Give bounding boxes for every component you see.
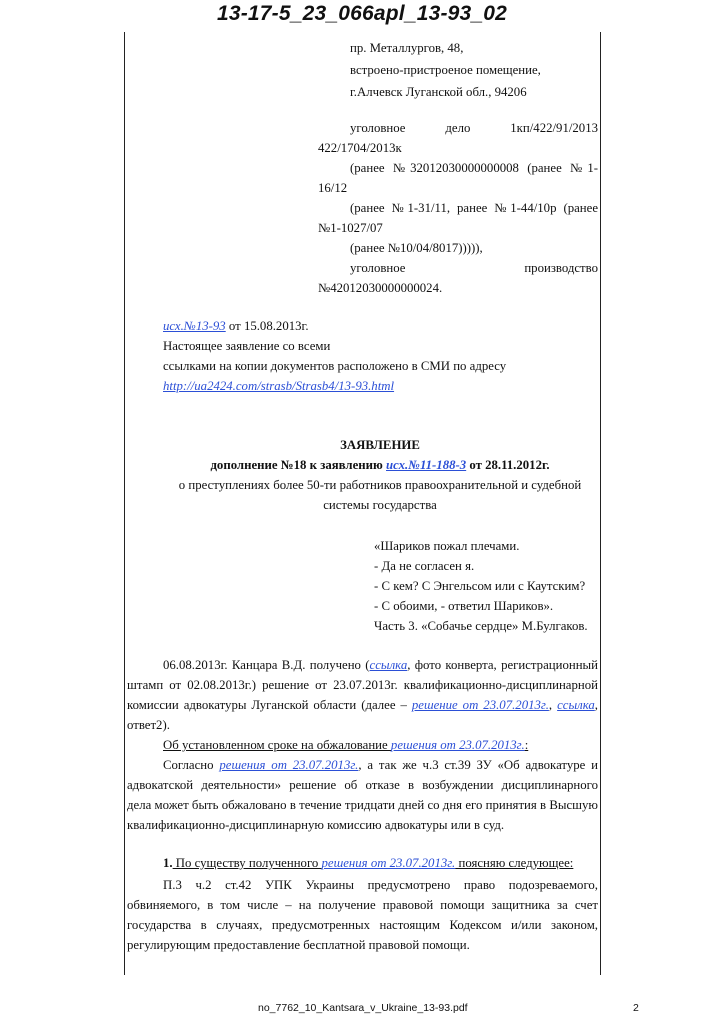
- statement-subtitle: дополнение №18 к заявлению исх.№11-188-3 от 28.11.2012г.: [210, 458, 550, 472]
- link-reference-2[interactable]: ссылка: [557, 698, 595, 712]
- paragraph-1-line-2: штамп от 02.08.2013г.) решение от 23.07.2013г. квалификационно-дисциплинарной: [127, 678, 598, 692]
- outgoing-date: от 15.08.2013г.: [225, 319, 309, 333]
- case-line-8: уголовное производство: [350, 261, 598, 275]
- paragraph-1-line-4: ответ2).: [127, 718, 170, 732]
- decision-link-4[interactable]: решения от 23.07.2013г.: [321, 856, 456, 870]
- statement-subject-line-1: о преступлениях более 50-ти работников правоохранительной и судебной: [178, 478, 582, 492]
- epigraph-line-1: «Шариков пожал плечами.: [374, 539, 520, 553]
- address-line-3: г.Алчевск Луганской обл., 94206: [350, 85, 527, 99]
- address-line-1: пр. Металлургов, 48,: [350, 41, 464, 55]
- right-margin-rule: [600, 32, 601, 975]
- decision-link-2[interactable]: решения от 23.07.2013г.: [390, 738, 525, 752]
- appeal-deadline-heading: Об установленном сроке на обжалование решения от 23.07.2013г.:: [163, 738, 529, 752]
- reference-line-2: Настоящее заявление со всеми: [163, 339, 331, 353]
- reference-line-3: ссылками на копии документов расположено в СМИ по адресу: [163, 359, 507, 373]
- footer-filename: no_7762_10_Kantsara_v_Ukraine_13-93.pdf: [258, 1002, 468, 1014]
- epigraph-line-4: - С обоими, - ответил Шариков».: [374, 599, 554, 613]
- decision-link-3[interactable]: решения от 23.07.2013г.: [219, 758, 359, 772]
- case-line-2: 422/1704/2013к: [318, 141, 402, 155]
- address-line-2: встроено-пристроеное помещение,: [350, 63, 541, 77]
- case-line-6: №1-1027/07: [318, 221, 383, 235]
- epigraph-line-3: - С кем? С Энгельсом или с Каутским?: [374, 579, 586, 593]
- case-line-7: (ранее №10/04/8017))))),: [350, 241, 483, 255]
- paragraph-2-line-1: Согласно решения от 23.07.2013г., а так же ч.3 ст.39 ЗУ «Об адвокатуре и: [163, 758, 598, 772]
- paragraph-1-line-1: 06.08.2013г. Канцара В.Д. получено (ссылка, фото конверта, регистрационный: [163, 658, 598, 672]
- paragraph-2-line-4: квалификационно-дисциплинарную комиссию адвокатуры или в суд.: [127, 818, 505, 832]
- earlier-statement-link[interactable]: исх.№11-188-3: [386, 458, 467, 472]
- statement-title: ЗАЯВЛЕНИЕ: [340, 438, 420, 452]
- point-1-heading: 1. По существу полученного решения от 23.07.2013г. поясняю следующее:: [163, 856, 574, 870]
- paragraph-3-line-2: обвиняемого, в том числе – на получение правовой помощи защитника за счет: [127, 898, 598, 912]
- left-margin-rule: [124, 32, 125, 975]
- epigraph-line-5: Часть 3. «Собачье сердце» М.Булгаков.: [374, 619, 588, 633]
- decision-link-1[interactable]: решение от 23.07.2013г.: [411, 698, 549, 712]
- media-url-link[interactable]: http://ua2424.com/strasb/Strasb4/13-93.html: [163, 379, 395, 393]
- epigraph-line-2: - Да не согласен я.: [374, 559, 475, 573]
- case-line-9: №42012030000000024.: [318, 281, 443, 295]
- paragraph-1-line-3: комиссии адвокатуры Луганской области (далее – решение от 23.07.2013г., ссылка,: [127, 698, 598, 712]
- case-line-1: уголовное дело 1кп/422/91/2013: [350, 121, 598, 135]
- paragraph-2-line-3: дела может быть обжаловано в течение тридцати дней со дня его принятия в Высшую: [127, 798, 598, 812]
- paragraph-3-line-3: государства в случаях, предусмотренных настоящим Кодексом и/или законом,: [127, 918, 598, 932]
- document-header-title: 13-17-5_23_066apl_13-93_02: [216, 2, 508, 25]
- paragraph-3-line-1: П.3 ч.2 ст.42 УПК Украины предусмотрено право подозреваемого,: [163, 878, 598, 892]
- outgoing-number-link[interactable]: исх.№13-93: [163, 319, 226, 333]
- statement-subject-line-2: системы государства: [323, 498, 437, 512]
- paragraph-3-line-4: регулирующим предоставление бесплатной правовой помощи.: [127, 938, 470, 952]
- paragraph-2-line-2: адвокатской деятельности» решение об отказе в возбуждении дисциплинарного: [127, 778, 598, 792]
- link-reference-1[interactable]: ссылка: [369, 658, 408, 672]
- case-line-3: (ранее №32012030000000008 (ранее №1-: [350, 161, 598, 175]
- footer-page-number: 2: [633, 1002, 639, 1014]
- case-line-5: (ранее №1-31/11, ранее №1-44/10р (ранее: [350, 201, 598, 215]
- outgoing-reference-line: [163, 318, 309, 334]
- case-line-4: 16/12: [318, 181, 348, 195]
